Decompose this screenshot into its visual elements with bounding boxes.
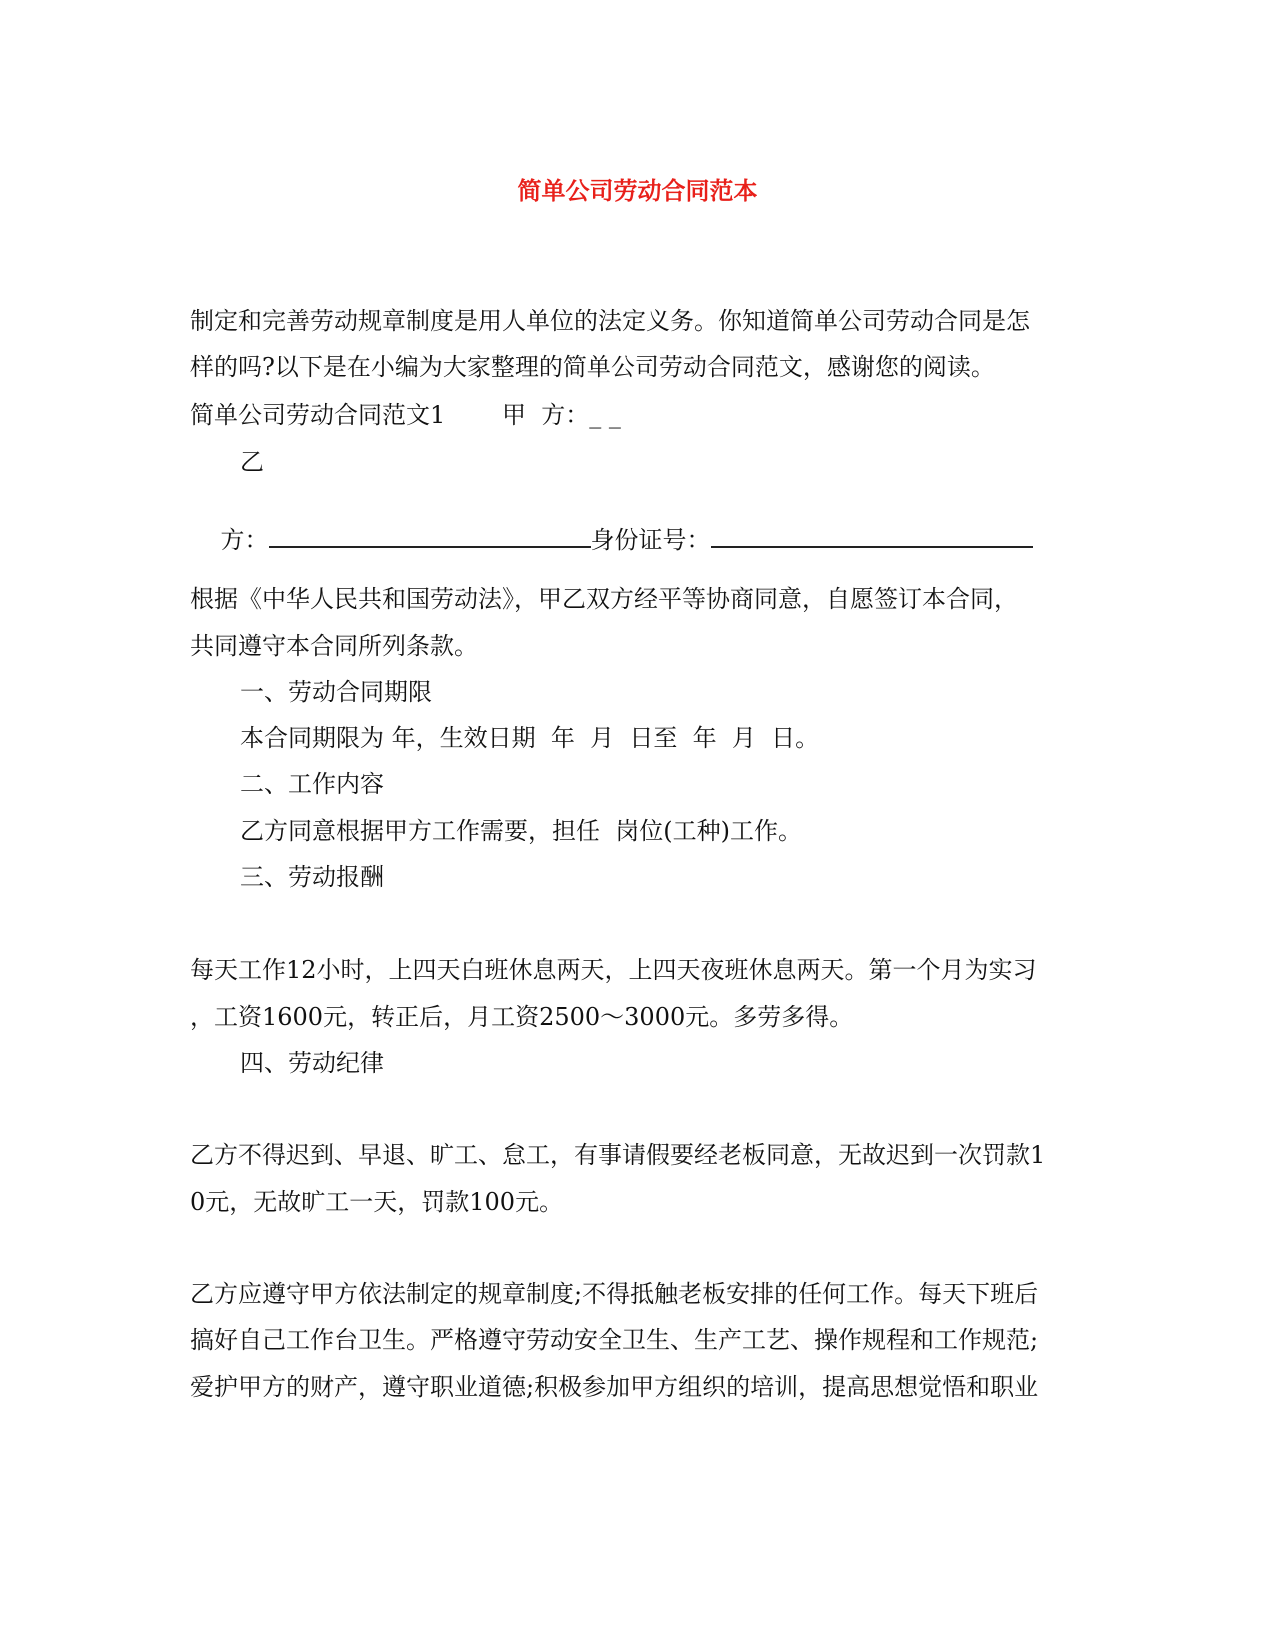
sample-heading: 简单公司劳动合同范文1 (190, 401, 446, 429)
id-number-blank (711, 524, 1033, 548)
party-b-label: 方： (220, 526, 269, 554)
pay-line-2: ，工资1600元，转正后，月工资2500～3000元。多劳多得。 (190, 1003, 854, 1031)
intro-line-2: 样的吗?以下是在小编为大家整理的简单公司劳动合同范文，感谢您的阅读。 (190, 353, 995, 381)
rules-line-3: 爱护甲方的财产，遵守职业道德;积极参加甲方组织的培训，提高思想觉悟和职业 (190, 1373, 1039, 1401)
section-1-heading: 一、劳动合同期限 (240, 678, 432, 706)
discipline-line-2: 0元，无故旷工一天，罚款100元。 (190, 1188, 564, 1216)
id-number-label: 身份证号： (590, 526, 711, 554)
party-b-char: 乙 (240, 448, 264, 476)
intro-line-1: 制定和完善劳动规章制度是用人单位的法定义务。你知道简单公司劳动合同是怎 (190, 307, 1030, 335)
section-2-heading: 二、工作内容 (240, 770, 384, 798)
section-3-heading: 三、劳动报酬 (240, 863, 384, 891)
rules-line-1: 乙方应遵守甲方依法制定的规章制度;不得抵触老板安排的任何工作。每天下班后 (190, 1280, 1039, 1308)
document-title: 简单公司劳动合同范本 (517, 177, 758, 205)
party-b-name-blank (269, 524, 591, 548)
pay-line-1: 每天工作12小时，上四天白班休息两天，上四天夜班休息两天。第一个月为实习 (190, 956, 1037, 984)
party-a-label: 甲 方：_ _ (502, 401, 621, 429)
discipline-line-1: 乙方不得迟到、早退、旷工、怠工，有事请假要经老板同意，无故迟到一次罚款1 (190, 1141, 1046, 1169)
rules-line-2: 搞好自己工作台卫生。严格遵守劳动安全卫生、生产工艺、操作规程和工作规范; (190, 1326, 1039, 1354)
law-line-2: 共同遵守本合同所列条款。 (190, 632, 478, 660)
party-b-row (190, 494, 1033, 585)
section-2-text: 乙方同意根据甲方工作需要，担任 岗位(工种)工作。 (240, 817, 802, 845)
law-line-1: 根据《中华人民共和国劳动法》，甲乙双方经平等协商同意，自愿签订本合同， (190, 585, 1018, 613)
section-4-heading: 四、劳动纪律 (240, 1049, 384, 1077)
section-1-text: 本合同期限为 年，生效日期 年 月 日至 年 月 日。 (240, 724, 820, 752)
